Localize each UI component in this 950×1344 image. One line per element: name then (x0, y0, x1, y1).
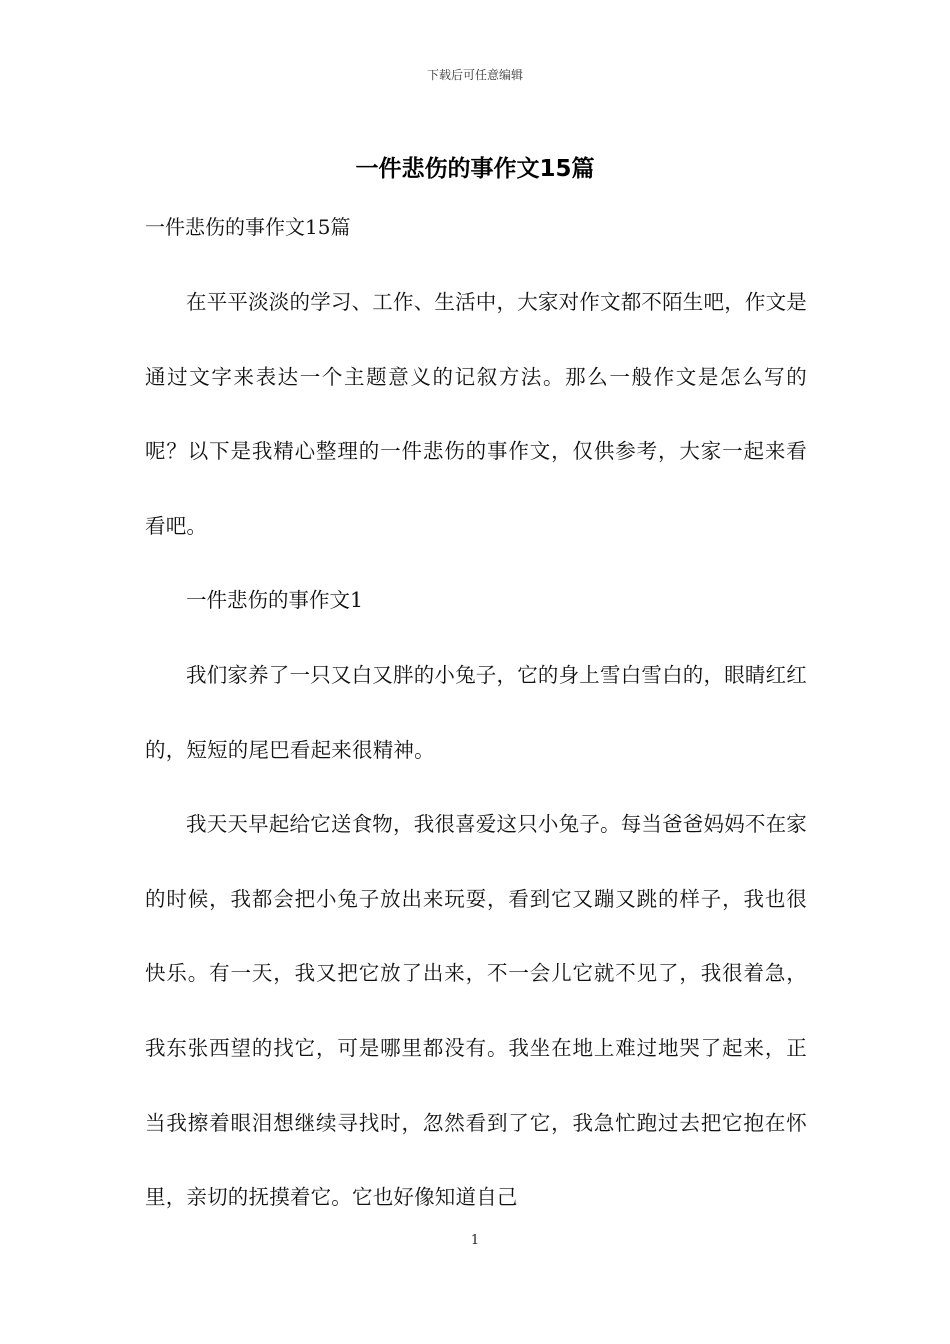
document-subtitle: 一件悲伤的事作文15篇 (145, 215, 351, 239)
body-paragraph: 我们家养了一只又白又胖的小兔子，它的身上雪白雪白的，眼睛红红的，短短的尾巴看起来很精神。 (145, 662, 807, 762)
section-heading: 一件悲伤的事作文1 (186, 588, 364, 613)
page-number: 1 (470, 1233, 480, 1248)
document-body (145, 265, 807, 1235)
page-header: 下载后可任意编辑 (426, 68, 523, 82)
intro-paragraph: 在平平淡淡的学习、工作、生活中，大家对作文都不陌生吧，作文是通过文字来表达一个主题意义的记叙方法。那么一般作文是怎么写的呢？以下是我精心整理的一件悲伤的事作文，仅供参考，大家一起来看看吧。 (145, 290, 807, 538)
document-title: 一件悲伤的事作文15篇 (355, 156, 595, 182)
body-paragraph: 我天天早起给它送食物，我很喜爱这只小兔子。每当爸爸妈妈不在家的时候，我都会把小兔子放出来玩耍，看到它又蹦又跳的样子，我也很快乐。有一天，我又把它放了出来，不一会儿它就不见了，我很着急，我东张西望的找它，可是哪里都没有。我坐在地上难过地哭了起来，正当我擦着眼泪想继续寻找时，忽然看到了它，我急忙跑过去把它抱在怀里，亲切的抚摸着它。它也好像知道自己 (145, 812, 807, 1210)
